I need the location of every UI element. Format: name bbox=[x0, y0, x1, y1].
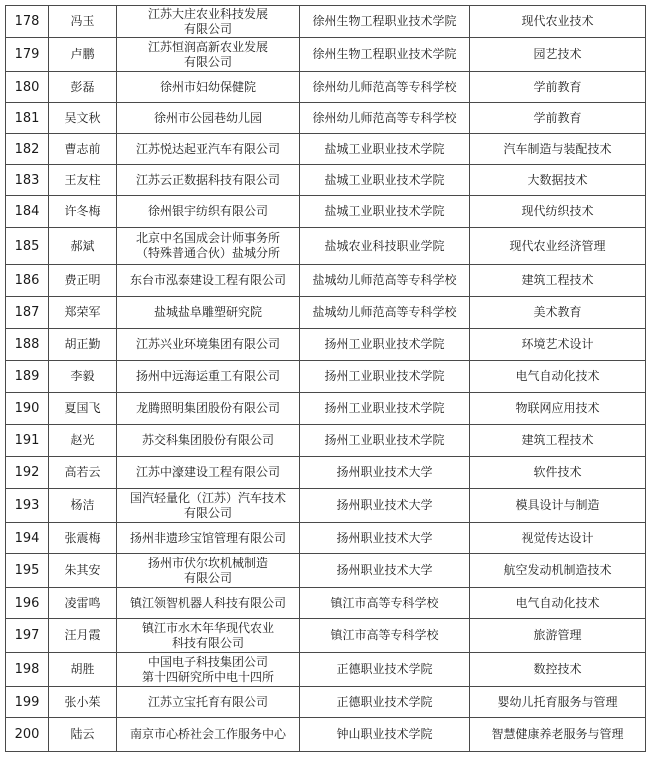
table-row bbox=[6, 6, 646, 38]
major-name-cell: 电气自动化技术 bbox=[470, 361, 646, 393]
table-row bbox=[6, 361, 646, 393]
company-name-cell bbox=[117, 619, 300, 653]
award-list-table bbox=[5, 5, 646, 752]
table-row bbox=[6, 588, 646, 619]
person-name-cell: 冯玉 bbox=[49, 6, 117, 38]
table-row bbox=[6, 457, 646, 489]
table-row bbox=[6, 425, 646, 457]
company-name-cell bbox=[117, 6, 300, 38]
company-name-cell bbox=[117, 265, 300, 297]
major-name-cell: 环境艺术设计 bbox=[470, 329, 646, 361]
table-row bbox=[6, 228, 646, 265]
company-name-cell bbox=[117, 687, 300, 718]
major-name-cell: 物联网应用技术 bbox=[470, 393, 646, 425]
person-name-cell: 郝斌 bbox=[49, 228, 117, 265]
row-number-cell: 193 bbox=[6, 489, 49, 523]
company-name-line: 江苏云正数据科技有限公司 bbox=[135, 172, 280, 187]
person-name-cell: 曹志前 bbox=[49, 134, 117, 165]
major-name-cell: 旅游管理 bbox=[470, 619, 646, 653]
company-name-line: 徐州市公园巷幼儿园 bbox=[153, 110, 262, 125]
major-name-cell: 软件技术 bbox=[470, 457, 646, 489]
company-name-cell bbox=[117, 489, 300, 523]
table-row bbox=[6, 297, 646, 329]
company-name-line: 南京市心桥社会工作服务中心 bbox=[129, 727, 286, 741]
company-name-line: 苏交科集团股份有限公司 bbox=[141, 433, 274, 447]
table-row bbox=[6, 103, 646, 134]
company-name-line: 江苏大庄农业科技发展 bbox=[147, 6, 268, 21]
major-name-cell: 航空发动机制造技术 bbox=[470, 554, 646, 588]
company-name-cell bbox=[117, 72, 300, 103]
school-name-cell: 扬州职业技术大学 bbox=[300, 523, 470, 554]
major-name-cell: 园艺技术 bbox=[470, 38, 646, 72]
row-number-cell: 187 bbox=[6, 297, 49, 329]
table-row bbox=[6, 619, 646, 653]
table-row bbox=[6, 38, 646, 72]
row-number-cell: 186 bbox=[6, 265, 49, 297]
person-name-cell: 卢鹏 bbox=[49, 38, 117, 72]
company-name-cell bbox=[117, 718, 300, 752]
company-name-line: 国汽轻量化（江苏）汽车技术 bbox=[129, 490, 286, 505]
school-name-cell: 盐城工业职业技术学院 bbox=[300, 134, 470, 165]
school-name-cell: 正德职业技术学院 bbox=[300, 687, 470, 718]
major-name-cell: 学前教育 bbox=[470, 103, 646, 134]
person-name-cell: 胡胜 bbox=[49, 653, 117, 687]
company-name-cell bbox=[117, 196, 300, 228]
person-name-cell: 夏国飞 bbox=[49, 393, 117, 425]
school-name-cell: 扬州工业职业技术学院 bbox=[300, 425, 470, 457]
company-name-cell bbox=[117, 134, 300, 165]
row-number-cell: 197 bbox=[6, 619, 49, 653]
row-number-cell: 178 bbox=[6, 6, 49, 38]
row-number-cell: 179 bbox=[6, 38, 49, 72]
major-name-cell: 现代纺织技术 bbox=[470, 196, 646, 228]
company-name-cell bbox=[117, 588, 300, 619]
row-number-cell: 198 bbox=[6, 653, 49, 687]
table-row bbox=[6, 72, 646, 103]
person-name-cell: 彭磊 bbox=[49, 72, 117, 103]
school-name-cell: 扬州职业技术大学 bbox=[300, 457, 470, 489]
table-row bbox=[6, 265, 646, 297]
row-number-cell: 190 bbox=[6, 393, 49, 425]
row-number-cell: 182 bbox=[6, 134, 49, 165]
person-name-cell: 陆云 bbox=[49, 718, 117, 752]
person-name-cell: 朱其安 bbox=[49, 554, 117, 588]
school-name-cell: 徐州生物工程职业技术学院 bbox=[300, 38, 470, 72]
company-name-line: 龙腾照明集团股份有限公司 bbox=[135, 401, 280, 415]
person-name-cell: 费正明 bbox=[49, 265, 117, 297]
person-name-cell: 吴文秋 bbox=[49, 103, 117, 134]
row-number-cell: 196 bbox=[6, 588, 49, 619]
company-name-line: 徐州市妇幼保健院 bbox=[159, 79, 256, 94]
company-name-cell bbox=[117, 329, 300, 361]
person-name-cell: 张震梅 bbox=[49, 523, 117, 554]
school-name-cell: 扬州工业职业技术学院 bbox=[300, 329, 470, 361]
company-name-line: 徐州银宇纺织有限公司 bbox=[147, 204, 268, 218]
school-name-cell: 徐州幼儿师范高等专科学校 bbox=[300, 72, 470, 103]
company-name-cell bbox=[117, 393, 300, 425]
row-number-cell: 191 bbox=[6, 425, 49, 457]
person-name-cell: 李毅 bbox=[49, 361, 117, 393]
person-name-cell: 汪月霞 bbox=[49, 619, 117, 653]
company-name-line: 江苏悦达起亚汽车有限公司 bbox=[135, 141, 280, 156]
row-number-cell: 189 bbox=[6, 361, 49, 393]
major-name-cell: 建筑工程技术 bbox=[470, 425, 646, 457]
person-name-cell: 胡正勤 bbox=[49, 329, 117, 361]
school-name-cell: 盐城农业科技职业学院 bbox=[300, 228, 470, 265]
company-name-line: 江苏立宝托育有限公司 bbox=[147, 694, 268, 709]
major-name-cell: 现代农业技术 bbox=[470, 6, 646, 38]
person-name-cell: 郑荣军 bbox=[49, 297, 117, 329]
company-name-line: 有限公司 bbox=[183, 505, 232, 520]
company-name-line: 扬州中远海运重工有限公司 bbox=[135, 369, 280, 383]
table-row bbox=[6, 489, 646, 523]
major-name-cell: 智慧健康养老服务与管理 bbox=[470, 718, 646, 752]
table-row bbox=[6, 523, 646, 554]
table-row bbox=[6, 653, 646, 687]
major-name-cell: 婴幼儿托育服务与管理 bbox=[470, 687, 646, 718]
company-name-cell bbox=[117, 228, 300, 265]
row-number-cell: 183 bbox=[6, 165, 49, 196]
company-name-cell bbox=[117, 425, 300, 457]
company-name-cell bbox=[117, 457, 300, 489]
school-name-cell: 扬州工业职业技术学院 bbox=[300, 361, 470, 393]
school-name-cell: 扬州职业技术大学 bbox=[300, 489, 470, 523]
person-name-cell: 张小茱 bbox=[49, 687, 117, 718]
company-name-line: 第十四研究所中电十四所 bbox=[141, 669, 274, 684]
major-name-cell: 学前教育 bbox=[470, 72, 646, 103]
company-name-line: 有限公司 bbox=[183, 570, 232, 585]
row-number-cell: 184 bbox=[6, 196, 49, 228]
company-name-line: 江苏中濠建设工程有限公司 bbox=[135, 465, 280, 479]
major-name-cell: 电气自动化技术 bbox=[470, 588, 646, 619]
company-name-line: 盐城盐阜雕塑研究院 bbox=[153, 305, 262, 319]
company-name-line: 镇江市水木年华现代农业 bbox=[141, 620, 274, 635]
company-name-line: 镇江领智机器人科技有限公司 bbox=[129, 595, 286, 610]
school-name-cell: 钟山职业技术学院 bbox=[300, 718, 470, 752]
school-name-cell: 镇江市高等专科学校 bbox=[300, 588, 470, 619]
company-name-line: 东台市泓泰建设工程有限公司 bbox=[129, 273, 286, 287]
company-name-cell bbox=[117, 165, 300, 196]
row-number-cell: 192 bbox=[6, 457, 49, 489]
company-name-line: 科技有限公司 bbox=[171, 635, 244, 650]
row-number-cell: 181 bbox=[6, 103, 49, 134]
school-name-cell: 徐州幼儿师范高等专科学校 bbox=[300, 103, 470, 134]
major-name-cell: 模具设计与制造 bbox=[470, 489, 646, 523]
table-row bbox=[6, 196, 646, 228]
table-row bbox=[6, 329, 646, 361]
person-name-cell: 许冬梅 bbox=[49, 196, 117, 228]
major-name-cell: 数控技术 bbox=[470, 653, 646, 687]
table-row bbox=[6, 134, 646, 165]
company-name-line: 有限公司 bbox=[183, 21, 232, 36]
table-row bbox=[6, 165, 646, 196]
person-name-cell: 凌雷鸣 bbox=[49, 588, 117, 619]
row-number-cell: 188 bbox=[6, 329, 49, 361]
company-name-line: 扬州市伏尔坎机械制造 bbox=[147, 555, 268, 570]
company-name-cell bbox=[117, 103, 300, 134]
table-body bbox=[6, 6, 646, 752]
company-name-line: 江苏恒润高新农业发展 bbox=[147, 39, 268, 54]
company-name-line: 有限公司 bbox=[183, 54, 232, 69]
row-number-cell: 185 bbox=[6, 228, 49, 265]
person-name-cell: 王友柱 bbox=[49, 165, 117, 196]
table-row bbox=[6, 393, 646, 425]
major-name-cell: 大数据技术 bbox=[470, 165, 646, 196]
school-name-cell: 扬州职业技术大学 bbox=[300, 554, 470, 588]
row-number-cell: 200 bbox=[6, 718, 49, 752]
person-name-cell: 杨洁 bbox=[49, 489, 117, 523]
company-name-cell bbox=[117, 653, 300, 687]
company-name-line: 江苏兴业环境集团有限公司 bbox=[135, 337, 280, 351]
row-number-cell: 194 bbox=[6, 523, 49, 554]
company-name-line: 中国电子科技集团公司 bbox=[147, 654, 268, 669]
school-name-cell: 扬州工业职业技术学院 bbox=[300, 393, 470, 425]
company-name-line: 北京中名国成会计师事务所 bbox=[135, 231, 280, 245]
company-name-cell bbox=[117, 361, 300, 393]
company-name-cell bbox=[117, 297, 300, 329]
major-name-cell: 视觉传达设计 bbox=[470, 523, 646, 554]
school-name-cell: 镇江市高等专科学校 bbox=[300, 619, 470, 653]
row-number-cell: 195 bbox=[6, 554, 49, 588]
major-name-cell: 建筑工程技术 bbox=[470, 265, 646, 297]
school-name-cell: 盐城工业职业技术学院 bbox=[300, 196, 470, 228]
table-row bbox=[6, 554, 646, 588]
company-name-cell bbox=[117, 554, 300, 588]
table-row bbox=[6, 718, 646, 752]
major-name-cell: 现代农业经济管理 bbox=[470, 228, 646, 265]
company-name-line: 扬州非遗珍宝馆管理有限公司 bbox=[129, 530, 286, 545]
table-row bbox=[6, 687, 646, 718]
major-name-cell: 汽车制造与装配技术 bbox=[470, 134, 646, 165]
company-name-cell bbox=[117, 38, 300, 72]
company-name-line: （特殊普通合伙）盐城分所 bbox=[135, 246, 280, 260]
person-name-cell: 高若云 bbox=[49, 457, 117, 489]
row-number-cell: 199 bbox=[6, 687, 49, 718]
school-name-cell: 盐城幼儿师范高等专科学校 bbox=[300, 265, 470, 297]
school-name-cell: 正德职业技术学院 bbox=[300, 653, 470, 687]
school-name-cell: 盐城工业职业技术学院 bbox=[300, 165, 470, 196]
school-name-cell: 徐州生物工程职业技术学院 bbox=[300, 6, 470, 38]
person-name-cell: 赵光 bbox=[49, 425, 117, 457]
school-name-cell: 盐城幼儿师范高等专科学校 bbox=[300, 297, 470, 329]
company-name-cell bbox=[117, 523, 300, 554]
major-name-cell: 美术教育 bbox=[470, 297, 646, 329]
row-number-cell: 180 bbox=[6, 72, 49, 103]
